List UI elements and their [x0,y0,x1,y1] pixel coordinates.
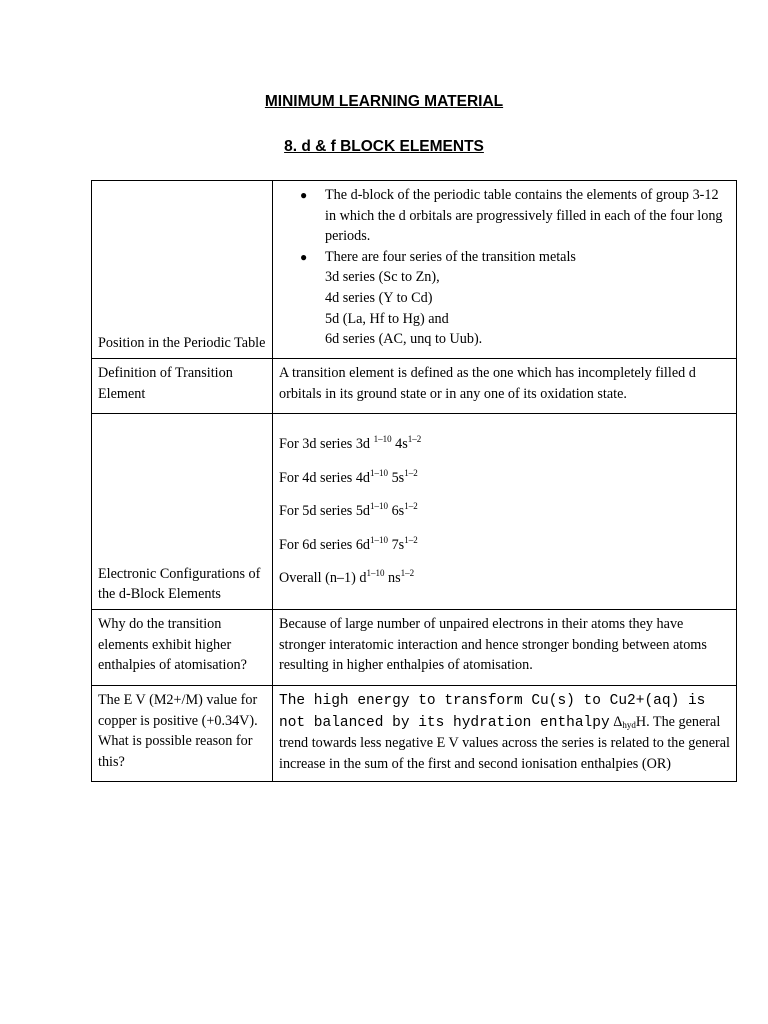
bullet-item: ● The d-block of the periodic table contains the elements of group 3-12 in which the d orbitals are progressively filled in each of the four long periods. [325,185,730,247]
series-line: 5d (La, Hf to Hg) and [325,310,449,327]
config-line: For 3d series 3d $^{1-10}$ $4s^{1-2}$ [279,434,422,452]
config-line: For 4d series $4d^{1-10}$ $5s^{1-2}$ [279,467,418,486]
series-line: 4d series (Y to Cd) [325,289,433,306]
table-row [92,686,737,782]
row-label: Position in the Periodic Table [92,181,273,359]
row-label: Why do the transition elements exhibit higher enthalpies of atomisation? [92,610,273,686]
table-row [92,610,737,686]
row-content [273,414,737,610]
row-content: Because of large number of unpaired electrons in their atoms they have stronger interatomic interaction and hence stronger bonding between atoms resulting in higher enthalpies of atomisation. [273,610,737,686]
row-content: The high energy to transform Cu(s) to Cu2+(aq) is not balanced by its hydration enthalpy $\Delta_{hyd}H$. The general trend towards less negative E V values across the series is related to the general increase in the sum of the first and second ionisation enthalpies (OR) [273,686,737,782]
config-line: Overall (n–1) $d^{1-10}$ $ns^{1-2}$ [279,568,415,586]
row-content: A transition element is defined as the one which has incompletely filled d orbitals in its ground state or in any one of its oxidation state. [273,359,737,414]
row-content [273,181,737,359]
table-row [92,414,737,610]
config-line: For 6d series $6d^{1-10}$ $7s^{1-2}$ [279,534,418,553]
content-table [91,180,737,782]
chapter-title: 8. d & f BLOCK ELEMENTS [284,138,484,155]
series-line: 3d series (Sc to Zn), [325,269,440,286]
bullet-item [325,247,730,350]
document-title: MINIMUM LEARNING MATERIAL [264,93,504,110]
row-label: The E V (M2+/M) value for copper is positive (+0.34V). What is possible reason for this? [92,686,273,782]
bullet-text: ● There are four series of the transition metals [325,248,576,265]
config-line: For 5d series $5d^{1-10}$ $6s^{1-2}$ [279,501,418,519]
row-label: Definition of Transition Element [92,359,273,414]
table-row [92,181,737,359]
row-label: Electronic Configurations of the d-Block Elements [92,414,273,610]
config-list [279,418,730,602]
table-row [92,359,737,414]
bullet-list [279,185,730,350]
series-line: 6d series (AC, unq to Uub). [325,331,483,348]
